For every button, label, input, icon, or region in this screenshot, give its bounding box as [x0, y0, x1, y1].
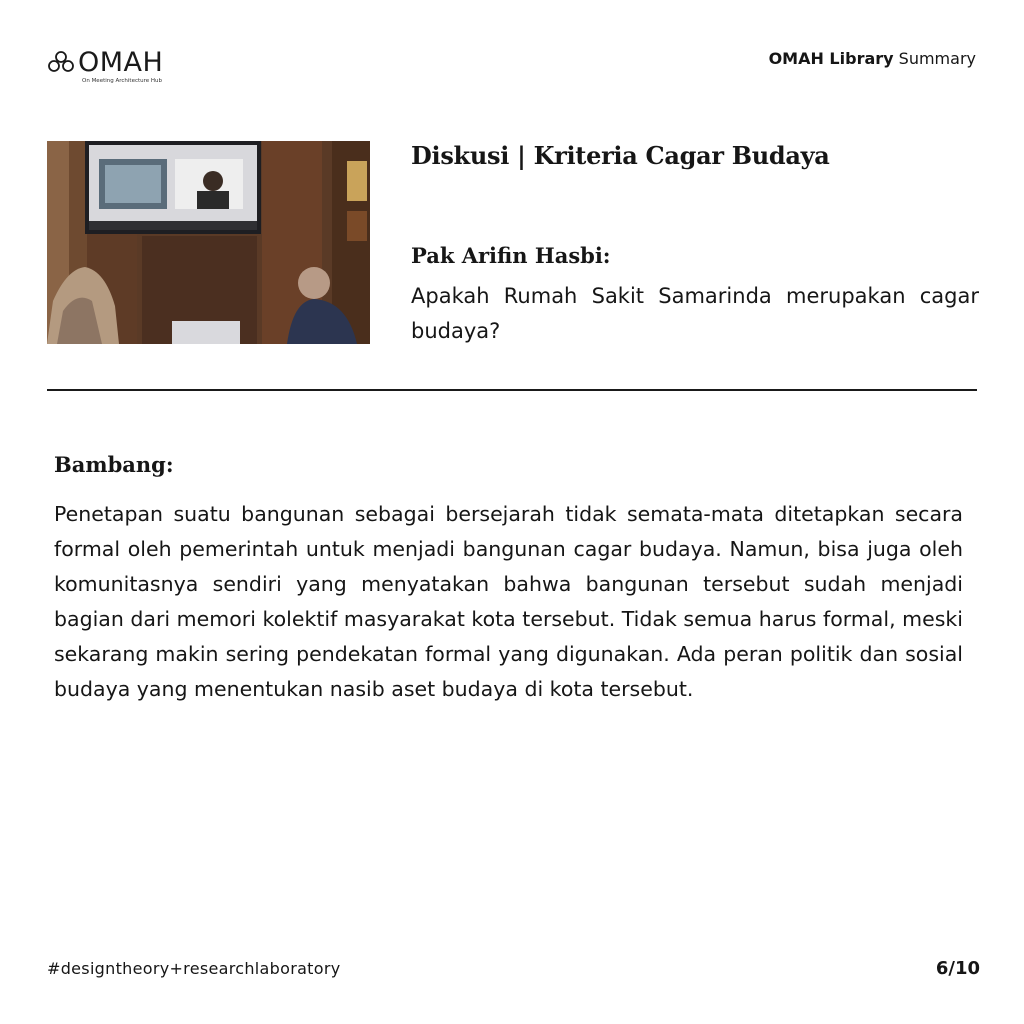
footer-hashtag: #designtheory+researchlaboratory: [47, 959, 341, 978]
omah-logo-icon: [46, 50, 76, 74]
page-number: 6/10: [935, 958, 980, 979]
meeting-room-image: [47, 141, 370, 344]
header-title-bold: OMAH Library: [768, 49, 894, 68]
answer-speaker: Bambang:: [54, 452, 174, 477]
discussion-photo: [47, 141, 370, 344]
brand-logo: [46, 48, 176, 88]
question-text: Apakah Rumah Sakit Samarinda merupakan cagar budaya?: [411, 284, 979, 343]
question-speaker: Pak Arifin Hasbi:: [411, 243, 611, 268]
brand-name: OMAH: [78, 47, 164, 78]
brand-tagline: On Meeting Architecture Hub: [82, 78, 163, 84]
discussion-title: Diskusi | Kriteria Cagar Budaya: [411, 141, 830, 170]
answer-text: Penetapan suatu bangunan sebagai bersejarah tidak semata-mata ditetapkan secara formal oleh pemerintah untuk menjadi bangunan cagar budaya. Namun, bisa juga oleh komunitasnya sendiri yang menyatakan bahwa bangunan tersebut sudah menjadi bagian dari memori kolektif masyarakat kota tersebut. Tidak semua harus formal, meski sekarang makin sering pendekatan formal yang digunakan. Ada peran politik dan sosial budaya yang menentukan nasib aset budaya di kota tersebut.: [54, 502, 963, 701]
section-divider: [47, 389, 977, 391]
page-header: [769, 49, 976, 69]
header-title-rest: Summary: [898, 49, 976, 68]
